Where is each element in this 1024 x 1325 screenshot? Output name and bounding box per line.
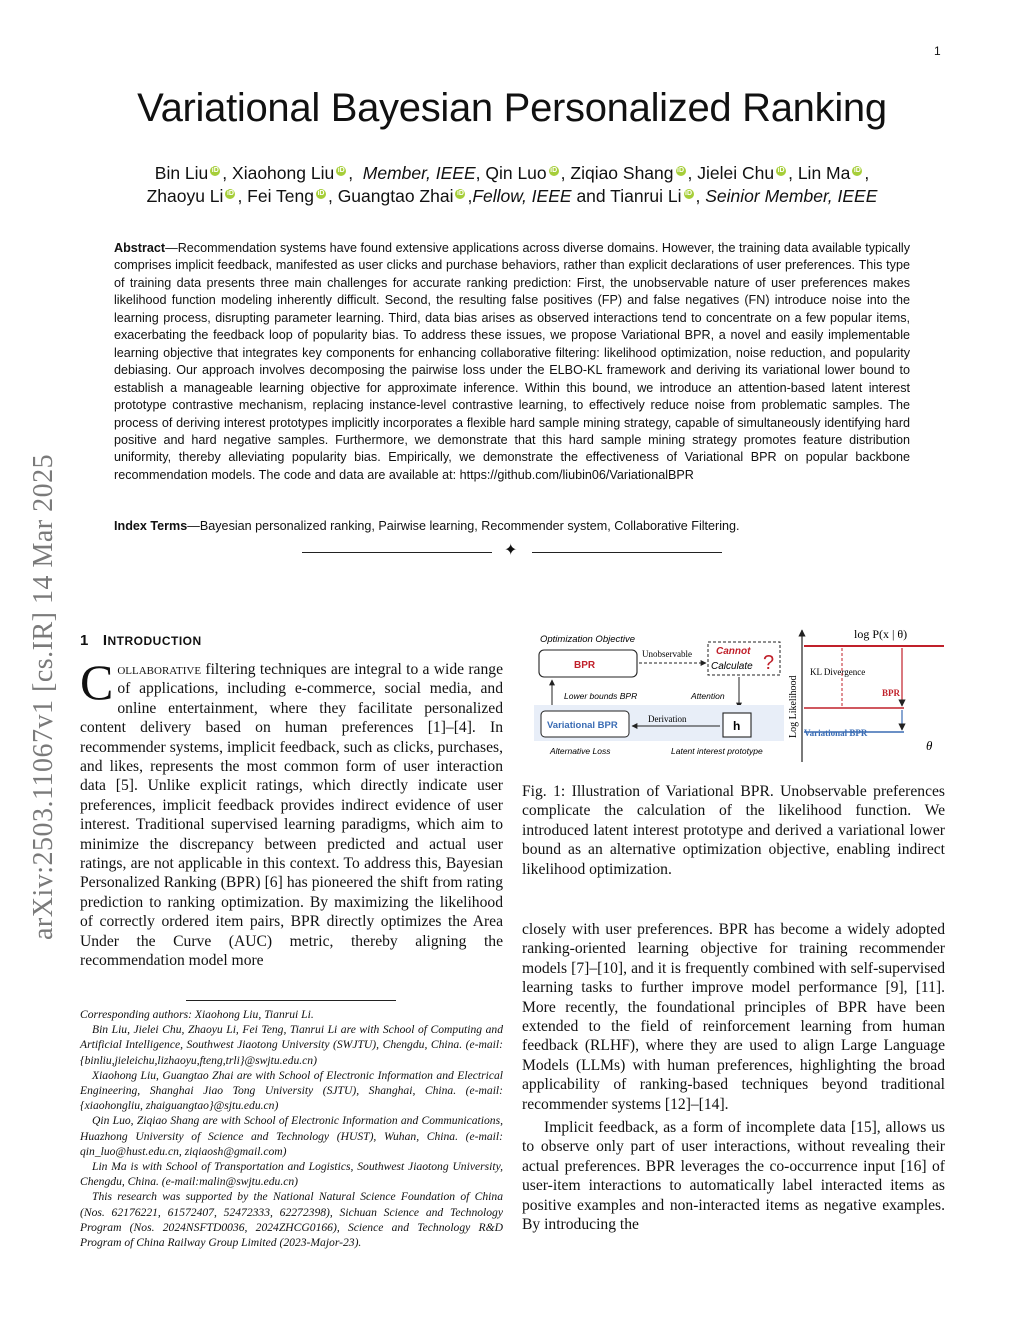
fig-ylabel: Log Likelihood <box>788 675 799 738</box>
orcid-icon[interactable]: iD <box>226 190 234 197</box>
fig-unobservable-label: Unobservable <box>642 649 692 659</box>
section-title-initial: I <box>102 632 108 649</box>
right-column-text <box>522 920 945 1235</box>
author-name: , Ziqiao Shang <box>560 163 674 183</box>
author-role: Member, IEEE <box>362 163 476 183</box>
author-name: , Qin Luo <box>475 163 547 183</box>
footnote: Lin Ma is with School of Transportation and Logistics, Southwest Jiaotong University, Chengdu, China. (e-mail:malin@swjtu.edu.cn) <box>80 1160 503 1189</box>
paper-title: Variational Bayesian Personalized Ranking <box>137 86 887 130</box>
intro-paragraph <box>80 654 503 971</box>
author-name: , Jielei Chu <box>687 163 775 183</box>
orcid-icon[interactable]: iD <box>337 167 345 174</box>
section-heading <box>80 632 202 649</box>
paragraph: Implicit feedback, as a form of incomplete data [15], allows us to observe only part of user interactions, without revealing their actual preferences. BPR leverages the co-occurrence input [16] of user-item interactions to automatically label interacted items as positive examples and non-interacted items as negative examples. By introducing the <box>522 1119 945 1234</box>
abstract-text: —Recommendation systems have found extensive applications across diverse domains. However, the training data available typically comprises implicit feedback, manifested as user clicks and purchase behaviors, rather than explicit declarations of user preferences. This type of training data presents three main challenges for accurate ranking prediction: First, the unobservable nature of user preferences makes likelihood function modeling inherently difficult. Second, the resulting false positives (FP) and false negatives (FN) introduce noise into the learning process, disrupting parameter learning. Third, data bias arises as observed interactions tend to concentrate on a few popular items, exacerbating the feedback loop of popularity bias. To address these issues, we propose Variational BPR, a novel and easily implementable learning objective that integrates key components for enhancing collaborative filtering: likelihood optimization, noise reduction, and popularity debiasing. Our approach involves decomposing the pairwise loss under the ELBO-KL framework and deriving its variational lower bound to establish a manageable learning objective for approximate inference. Within this bound, we introduce an attention-based latent interest prototype contrastive mechanism, replacing instance-level contrastive learning, to effectively reduce noise from problematic samples. The process of deriving interest prototypes implicitly incorporates a flexible hard sample mining strategy, capable of simultaneously identifying hard positive and hard negative samples. Furthermore, we demonstrate that this hard sample mining strategy promotes feature distribution uniformity, thereby alleviating popularity bias. Empirically, we demonstrate the effectiveness of Variational BPR on popular backbone recommendation models. The code and data are available at: https://github.com/liubin06/VariationalBPR <box>114 241 910 482</box>
fig-logp-label: log P(x | θ) <box>854 627 908 641</box>
question-icon: ? <box>763 652 775 674</box>
fig-label-opt-objective: Optimization Objective <box>540 634 636 645</box>
dropcap: C <box>80 654 114 710</box>
separator-star-icon: ✦ <box>504 542 518 559</box>
orcid-icon[interactable]: iD <box>211 167 219 174</box>
footnote-rule <box>186 1000 396 1001</box>
figure-variational-bpr <box>534 622 944 772</box>
author-name: and Tianrui Li <box>576 186 682 206</box>
section-number: 1 <box>80 632 89 649</box>
index-terms-label: Index Terms <box>114 519 188 533</box>
fig-h-label: h <box>733 719 741 733</box>
figure-caption: Fig. 1: Illustration of Variational BPR. Unobservable preferences complicate the calculation of the likelihood function. We introduced latent interest prototype and derived a variational lower bound as an alternative optimization objective, enabling indirect likelihood optimization. <box>522 783 945 878</box>
fig-cannot-label: Cannot <box>716 646 751 657</box>
index-terms <box>114 519 910 533</box>
fig-vbpr-right-label: Variational BPR <box>804 728 868 738</box>
author-name: Bin Liu <box>154 163 209 183</box>
author-name: , Fei Teng <box>237 186 314 206</box>
separator-line-left <box>302 552 492 553</box>
footnote: This research was supported by the National Natural Science Foundation of China (Nos. 62176221, 61572407, 52472333, 62272398), Sichuan Science and Technology Program (Nos. 2024NSFTD0036, 2024ZHCG0166), Science and Technology R&D Program of China Railway Group Limited (2023-Major-23). <box>80 1190 503 1250</box>
orcid-icon[interactable]: iD <box>317 190 325 197</box>
orcid-icon[interactable]: iD <box>677 167 685 174</box>
intro-smallcaps: ollaborative <box>117 661 202 678</box>
author-role: Seinior Member, IEEE <box>705 186 878 206</box>
fig-bpr-label: BPR <box>574 660 596 671</box>
author-line-1: Bin Liu iD , Xiaohong Liu iD , Member, IEEE, Qin Luo iD , Ziqiao Shang iD , Jielei Chu iD , Lin Ma iD , <box>154 163 870 183</box>
fig-lower-bounds-label: Lower bounds BPR <box>564 691 638 701</box>
orcid-icon[interactable]: iD <box>456 190 464 197</box>
punctuation: , <box>864 163 870 183</box>
footnote: Corresponding authors: Xiaohong Liu, Tianrui Li. <box>80 1008 314 1021</box>
author-list <box>80 162 944 208</box>
author-role: Fellow, IEEE <box>472 186 572 206</box>
author-name: , Lin Ma <box>788 163 851 183</box>
page-number: 1 <box>934 44 941 58</box>
index-terms-text: —Bayesian personalized ranking, Pairwise learning, Recommender system, Collaborative Filtering. <box>187 519 740 533</box>
author-name: Zhaoyu Li <box>146 186 224 206</box>
section-title-rest: NTRODUCTION <box>107 634 202 648</box>
fig-theta-label: θ <box>926 738 933 753</box>
orcid-icon[interactable]: iD <box>685 190 693 197</box>
paragraph: closely with user preferences. BPR has become a widely adopted ranking-oriented learning objective for training recommender models [7]–[10], and it is frequently combined with self-supervised learning tasks to further improve model performance [9], [11]. More recently, the foundational principles of BPR have been extended to the field of reinforcement learning from human feedback (RLHF), where they are used to align Large Language Models (LLMs) with human preferences, highlighting the broad applicability of ranking-based techniques beyond traditional recommender systems [12]–[14]. <box>522 921 945 1113</box>
orcid-icon[interactable]: iD <box>853 167 861 174</box>
fig-alt-loss-label: Alternative Loss <box>550 746 611 756</box>
author-name: , Guangtao Zhai <box>327 186 454 206</box>
footnote: Bin Liu, Jielei Chu, Zhaoyu Li, Fei Teng, Tianrui Li are with School of Computing and Artificial Intelligence, Southwest Jiaotong University (SWJTU), Chengdu, China. (e-mail: {binliu,jieleichu,lizhaoyu,fteng,trli}@swjtu.edu.cn) <box>80 1023 503 1067</box>
footnote: Xiaohong Liu, Guangtao Zhai are with School of Electronic Information and Electrical Engineering, Shanghai Jiao Tong University (SJTU), Shanghai, China. (e-mail: {xiaohongliu, zhaiguangtao}@sjtu.edu.cn) <box>80 1068 503 1113</box>
footnotes <box>80 1007 503 1250</box>
fig-calculate-label: Calculate <box>711 661 753 672</box>
abstract-label: Abstract <box>114 241 166 255</box>
fig-latent-proto-label: Latent interest prototype <box>671 746 763 756</box>
separator-line-right <box>532 552 722 553</box>
abstract <box>114 240 910 484</box>
footnote: Qin Luo, Ziqiao Shang are with School of Electronic Information and Communications, Huazhong University of Science and Technology (HUST), Wuhan, China. (e-mail: qin_luo@hust.edu.cn, ziqiaosh@gmail.com) <box>80 1114 503 1158</box>
author-name: , Xiaohong Liu <box>222 163 335 183</box>
orcid-icon[interactable]: iD <box>550 167 558 174</box>
fig-kl-label: KL Divergence <box>810 667 866 677</box>
orcid-icon[interactable]: iD <box>777 167 785 174</box>
fig-derivation-label: Derivation <box>648 714 687 724</box>
arxiv-stamp: arXiv:2503.11067v1 [cs.IR] 14 Mar 2025 <box>28 453 59 940</box>
author-line-2: Zhaoyu Li iD , Fei Teng iD , Guangtao Zhai iD ,Fellow, IEEE and Tianrui Li iD , Seinior Member, IEEE <box>146 186 878 206</box>
fig-attention-label: Attention <box>691 691 725 701</box>
intro-text: filtering techniques are integral to a wide range of applications, including e-commerce, social media, and online entertainment, where they facilitate personalized content delivery based on human preferences [1]–[4]. In recommender systems, implicit feedback, such as clicks, purchases, and likes, represents the most common form of user interaction data [5]. Unlike explicit ratings, which directly indicate user preferences, implicit feedback provides indirect evidence of user interest. Traditional supervised learning paradigms, which aim to minimize the discrepancy between predicted and actual user ratings, are not applicable in this context. To address this, Bayesian Personalized Ranking (BPR) [6] has pioneered the shift from rating prediction to ranking optimization. By maximizing the likelihood of correctly ordered item pairs, BPR directly optimizes the Area Under the Curve (AUC) metric, thereby aligning the recommendation model more <box>80 661 503 970</box>
fig-vbpr-label: Variational BPR <box>547 720 618 731</box>
fig-bpr-right-label: BPR <box>882 688 900 698</box>
